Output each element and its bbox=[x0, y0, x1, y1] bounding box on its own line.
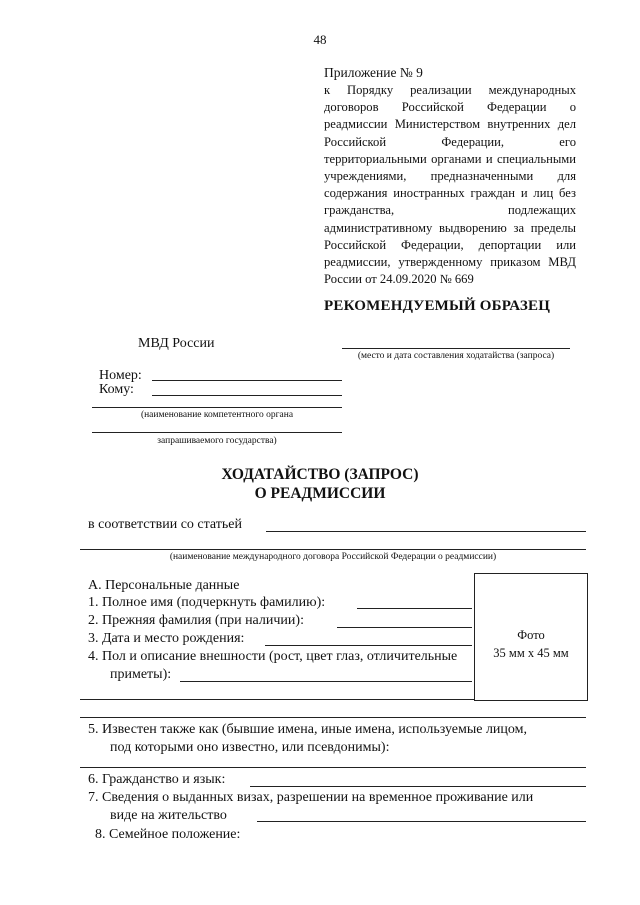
photo-size: 35 мм х 45 мм bbox=[493, 646, 569, 660]
authority-caption-1: (наименование компетентного органа bbox=[140, 410, 294, 420]
item-citizenship: 6. Гражданство и язык: bbox=[88, 772, 226, 787]
article-line bbox=[266, 531, 586, 532]
item-visas: 7. Сведения о выданных визах, разрешении на временное проживание или bbox=[88, 790, 534, 805]
birth-line bbox=[265, 645, 472, 646]
item-visas-cont: виде на жительство bbox=[110, 808, 227, 823]
article-label: в соответствии со статьей bbox=[88, 517, 242, 532]
treaty-line bbox=[80, 549, 586, 550]
item-family-status: 8. Семейное положение: bbox=[95, 827, 241, 842]
page-number: 48 bbox=[313, 32, 327, 47]
document-title-line-2: О РЕАДМИССИИ bbox=[254, 485, 386, 502]
authority-line-1 bbox=[92, 407, 342, 408]
number-label: Номер: bbox=[99, 368, 142, 383]
appendix-block bbox=[324, 64, 576, 288]
full-name-line bbox=[357, 608, 472, 609]
appendix-title: Приложение № 9 bbox=[324, 65, 423, 80]
authority-line-2 bbox=[92, 432, 342, 433]
item-birth: 3. Дата и место рождения: bbox=[88, 631, 245, 646]
photo-box bbox=[474, 573, 588, 701]
item-appearance-cont: приметы): bbox=[110, 667, 172, 682]
also-known-line bbox=[80, 767, 586, 768]
section-a-title: А. Персональные данные bbox=[88, 578, 240, 593]
item-also-known: 5. Известен также как (бывшие имена, иные имена, используемые лицом, bbox=[88, 722, 528, 737]
appearance-line bbox=[180, 681, 472, 682]
to-line bbox=[152, 395, 342, 396]
appearance-line-3 bbox=[80, 717, 586, 718]
visas-line bbox=[257, 821, 586, 822]
item-former-surname: 2. Прежняя фамилия (при наличии): bbox=[88, 613, 304, 628]
item-also-known-cont: под которыми оно известно, или псевдонимы): bbox=[110, 740, 390, 755]
photo-label: Фото bbox=[517, 628, 545, 642]
to-label: Кому: bbox=[99, 382, 134, 397]
number-line bbox=[152, 380, 342, 381]
ministry-name: МВД России bbox=[138, 336, 215, 351]
sample-title: РЕКОМЕНДУЕМЫЙ ОБРАЗЕЦ bbox=[324, 298, 551, 314]
treaty-caption: (наименование международного договора Российской Федерации о реадмиссии) bbox=[169, 552, 497, 562]
citizenship-line bbox=[250, 786, 586, 787]
authority-caption-2: запрашиваемого государства) bbox=[157, 436, 277, 446]
place-date-line bbox=[342, 348, 570, 349]
appearance-line-2 bbox=[80, 699, 474, 700]
former-surname-line bbox=[337, 627, 472, 628]
place-date-caption: (место и дата составления ходатайства (запроса) bbox=[357, 351, 555, 361]
item-full-name: 1. Полное имя (подчеркнуть фамилию): bbox=[88, 595, 326, 610]
item-appearance: 4. Пол и описание внешности (рост, цвет глаз, отличительные bbox=[88, 649, 458, 664]
document-title-line-1: ХОДАТАЙСТВО (ЗАПРОС) bbox=[221, 466, 419, 483]
appendix-text: к Порядку реализации международных договоров Российской Федерации о реадмиссии Министерством внутренних дел Российской Федерации, его территориальными органами и специальными учреждениями, предназначенными для содержания иностранных граждан и лиц без гражданства, подлежащих административному выдворению за пределы Российской Федерации, депортации или реадмиссии, утвержденному приказом МВД России от 24.09.2020 № 669 bbox=[324, 83, 576, 287]
